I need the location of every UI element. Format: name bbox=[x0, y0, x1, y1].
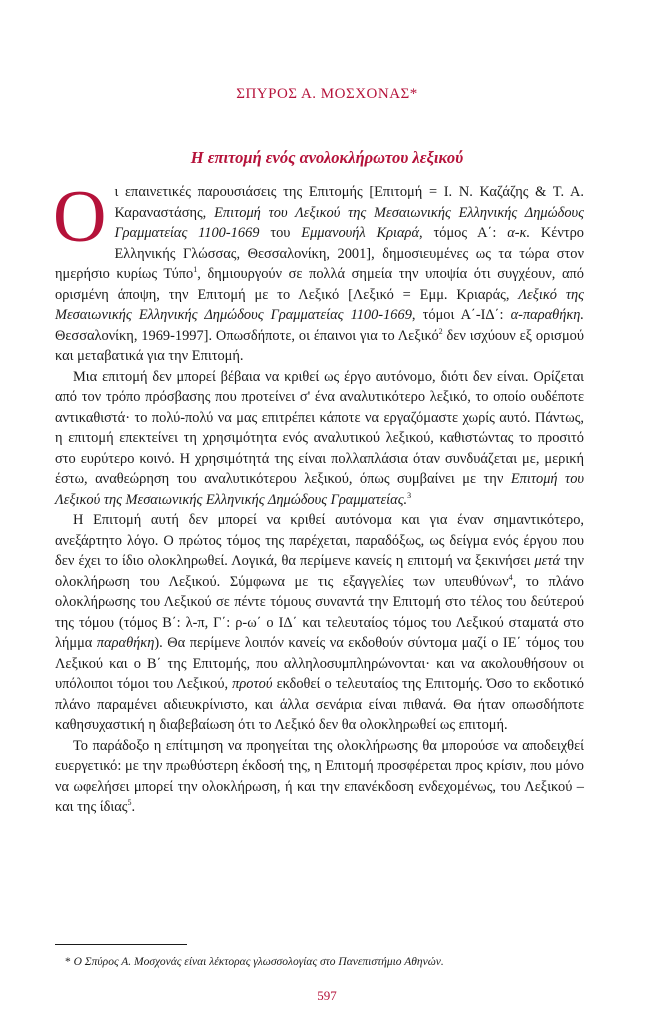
footnote-mark: * bbox=[65, 956, 71, 968]
italic-text: μετά bbox=[534, 553, 561, 569]
text: Κέντρο Ελληνικής Γλώσσας, Θεσσαλονίκη, 2001], δημοσιευμένες ως τα τώρα στον ημερήσιο κυρίως Τύπο bbox=[55, 225, 585, 282]
paragraph-1 bbox=[53, 176, 585, 367]
italic-text: προτού bbox=[232, 676, 273, 692]
italic-text: Επιτομή του Λεξικού της Μεσαιωνικής Ελληνικής Δημώδους Γραμματείας 1100-1669 bbox=[114, 204, 584, 241]
paragraph-2 bbox=[55, 367, 584, 511]
footnote-divider bbox=[55, 944, 187, 945]
italic-text: Εμμανουήλ Κριαρά bbox=[301, 225, 420, 241]
author-heading: ΣΠΥΡΟΣ Α. ΜΟΣΧΟΝΑΣ* bbox=[236, 86, 418, 102]
text: την ολοκλήρωση του Λεξικού. Σύμφωνα με τις εξαγγελίες των υπευθύνων bbox=[55, 553, 584, 590]
text: ι επαινετικές παρουσιάσεις της Επιτομής [Επιτομή = Ι. Ν. Καζάζης & Τ. Α. Καραναστάσης, bbox=[114, 184, 584, 221]
text: του bbox=[259, 225, 302, 241]
text: Μια επιτομή δεν μπορεί βέβαια να κριθεί ως έργο αυτόνομο, διότι δεν είναι. Ορίζεται από τον τρόπο πρόσβασης που προτείνει σ' ένα αναλυτικότερο λεξικό, το οποίο ουδέποτε αντικαθιστά· το πολύ-πολύ να μας επιτρέπει κάποτε να εργαζόμαστε χωρίς αυτό. Πάντως, η επιτομή επεκτείνει τη χρησιμότητα ενός αναλυτικού λεξικού, καθιστώντας το προσιτό στο ευρύτερο κοινό. Η χρησιμότητά της είναι πολλαπλάσια όταν συνδυάζεται με, μερική έστω, αναθεώρηση του αναλυτικότερου λεξικού, όπως συμβαίνει με την bbox=[55, 368, 584, 487]
footnote-ref: 2 bbox=[438, 326, 443, 336]
text: , το πλάνο ολοκλήρωσης του Λεξικού σε πέντε τόμους συναντά την Επιτομή στο τέλος του δεύτερού της τόμου (τόμος Β΄: λ-π, Γ΄: ρ-ω΄ ο ΙΔ΄ και τελευταίος τόμος του Λεξικού σταματά στο λήμμα bbox=[55, 573, 584, 651]
page-number: 597 bbox=[317, 988, 337, 1003]
text: δεν ισχύουν εξ ορισμού και μεταβατικά για την Επιτομή. bbox=[55, 327, 584, 364]
text: Το παράδοξο η επίτιμηση να προηγείται της ολοκλήρωσης θα μπορούσε να αποδειχθεί ευεργετικό: με την πρωθύστερη έκδοσή της, η Επιτομή προσφέρεται προς κρίσιν, που μόνο να ωφελήσει μπορεί την ολοκλήρωση, ή και την επανέκδοση ενδεχομένως, του Λεξικού –και της ίδιας bbox=[55, 737, 584, 815]
text: , τόμοι Α΄-ΙΔ΄: bbox=[411, 307, 511, 323]
text: Η Επιτομή αυτή δεν μπορεί να κριθεί αυτόνομα και για έναν σημαντικότερο, ανεξάρτητο λόγο. Ο πρώτος τόμος της παρέχεται, παραδόξως, ως δείγμα ενός έργου που δεν έχει το ίδιο ολοκληρωθεί. Λογικά, θα περίμενε κανείς η επιτομή να ξεκινήσει bbox=[55, 512, 584, 569]
text: . bbox=[131, 799, 136, 815]
text: εκδοθεί ο τελευταίος της Επιτομής. Όσο το εκδοτικό πλάνο παραμένει αδιευκρίνιστο, και άλλα σενάρια είναι πιθανά. Θα ήταν οπωσδήποτε καθησυχαστική η διαβεβαίωση ότι το Λεξικό δεν θα ολοκληρωθεί ως επιτομή. bbox=[55, 676, 584, 733]
paragraph-3 bbox=[55, 510, 584, 736]
footnote-ref: 5 bbox=[127, 798, 132, 808]
italic-text: παραθήκη bbox=[96, 635, 155, 651]
footnote-ref: 4 bbox=[508, 572, 513, 582]
text: , δημιουργούν σε πολλά σημεία την υποψία ότι συγχέουν, από ορισμένη άποψη, την Επιτομή με το Λεξικό [Λεξικό = Εμμ. Κριαράς, bbox=[55, 266, 584, 303]
text: , τόμος Α΄: bbox=[419, 225, 508, 241]
footnote-ref: 3 bbox=[407, 490, 412, 500]
footnote-text: Ο Σπύρος Α. Μοσχονάς είναι λέκτορας γλωσσολογίας στο Πανεπιστήμιο Αθηνών. bbox=[70, 956, 444, 968]
article-title: Η επιτομή ενός ανολοκλήρωτου λεξικού bbox=[190, 148, 464, 167]
italic-text: α-παραθήκη. bbox=[510, 307, 585, 323]
text: ). Θα περίμενε λοιπόν κανείς να εκδοθούν σύντομα μαζί ο ΙΕ΄ τόμος του Λεξικού και ο Β΄ της Επιτομής, που αλληλοσυμπληρώνονται· και να ακολουθήσουν οι υπόλοιποι τόμοι του Λεξικού, bbox=[55, 635, 584, 692]
article-body bbox=[53, 176, 585, 818]
italic-text: Λεξικό της Μεσαιωνικής Ελληνικής Δημώδους Γραμματείας 1100-1669 bbox=[55, 286, 584, 323]
drop-cap: Ο bbox=[53, 176, 107, 258]
italic-text: Επιτομή του Λεξικού της Μεσαιωνικής Ελληνικής Δημώδους Γραμματείας. bbox=[55, 471, 584, 508]
paragraph-4 bbox=[55, 736, 584, 818]
footnote bbox=[65, 955, 585, 970]
footnote-ref: 1 bbox=[193, 265, 198, 275]
italic-text: α-κ. bbox=[507, 225, 531, 241]
text: Θεσσαλονίκη, 1969-1997]. Οπωσδήποτε, οι έπαινοι για το Λεξικό bbox=[55, 327, 439, 344]
